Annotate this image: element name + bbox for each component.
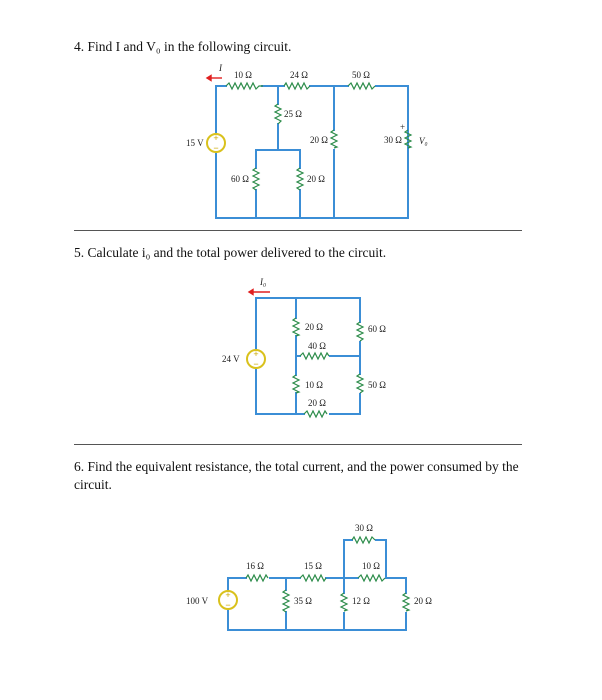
source-minus-sign: − [225,600,231,610]
resistor-10 [226,83,263,89]
circuit-4 [186,63,428,218]
divider [74,444,522,445]
resistor-40 [300,353,329,359]
resistor-60-label: 60 Ω [231,174,249,184]
resistor-20a [331,130,337,148]
resistor-20a [293,318,299,336]
resistor-25-label: 25 Ω [284,109,302,119]
source-minus-sign: − [213,143,219,153]
resistor-20a-label: 20 Ω [310,135,328,145]
source-15v-label: 15 V [186,138,204,148]
resistor-50 [348,83,375,89]
circuit-6 [186,523,432,630]
resistor-50-label: 50 Ω [352,70,370,80]
resistor-40-label: 40 Ω [308,341,326,351]
vo-label: V₀ [419,136,428,146]
resistor-20b [304,411,327,417]
circuit-5 [222,277,386,417]
resistor-24-label: 24 Ω [290,70,308,80]
resistor-20b [297,168,303,190]
resistor-10-label: 10 Ω [234,70,252,80]
source-100v-label: 100 V [186,596,209,606]
resistor-16-label: 16 Ω [246,561,264,571]
source-minus-sign: − [253,359,259,369]
resistor-25 [275,104,281,124]
question-6-title-continued: circuit. [74,477,112,492]
resistor-10-label: 10 Ω [362,561,380,571]
current-label: I₀ [260,277,267,287]
resistor-12-label: 12 Ω [352,596,370,606]
resistor-35 [283,590,289,612]
resistor-50 [357,374,363,393]
resistor-20b-label: 20 Ω [308,398,326,408]
resistor-30-label: 30 Ω [355,523,373,533]
resistor-60 [357,322,363,341]
question-5-title: 5. Calculate i₀ and the total power delivered to the circuit. [74,245,387,260]
vo-plus-sign: + [400,122,406,132]
resistor-35-label: 35 Ω [294,596,312,606]
resistor-20a-label: 20 Ω [305,322,323,332]
divider [74,230,522,231]
resistor-30 [352,537,375,543]
question-4-title: 4. Find I and V₀ in the following circuit. [74,39,292,54]
wire [344,540,386,578]
source-24v-label: 24 V [222,354,240,364]
resistor-60-label: 60 Ω [368,324,386,334]
current-arrowhead [249,290,253,295]
resistor-60 [253,168,259,190]
resistor-20-label: 20 Ω [414,596,432,606]
resistor-30-label: 30 Ω [384,135,402,145]
resistor-10 [358,575,385,581]
question-6-title: 6. Find the equivalent resistance, the total current, and the power consumed by the [74,459,519,474]
resistor-10-label: 10 Ω [305,380,323,390]
source-plus-sign: + [253,349,259,359]
resistor-24 [284,83,310,89]
wire [228,578,406,630]
source-plus-sign: + [225,590,231,600]
resistor-12 [341,593,347,611]
resistor-20b-label: 20 Ω [307,174,325,184]
resistor-16 [246,575,268,581]
resistor-20 [403,593,409,611]
resistor-10 [293,375,299,393]
wire [216,86,408,218]
resistor-50-label: 50 Ω [368,380,386,390]
current-label: I [219,63,222,73]
source-plus-sign: + [213,133,219,143]
resistor-15-label: 15 Ω [304,561,322,571]
current-arrowhead [207,76,211,81]
resistor-15 [300,575,326,581]
